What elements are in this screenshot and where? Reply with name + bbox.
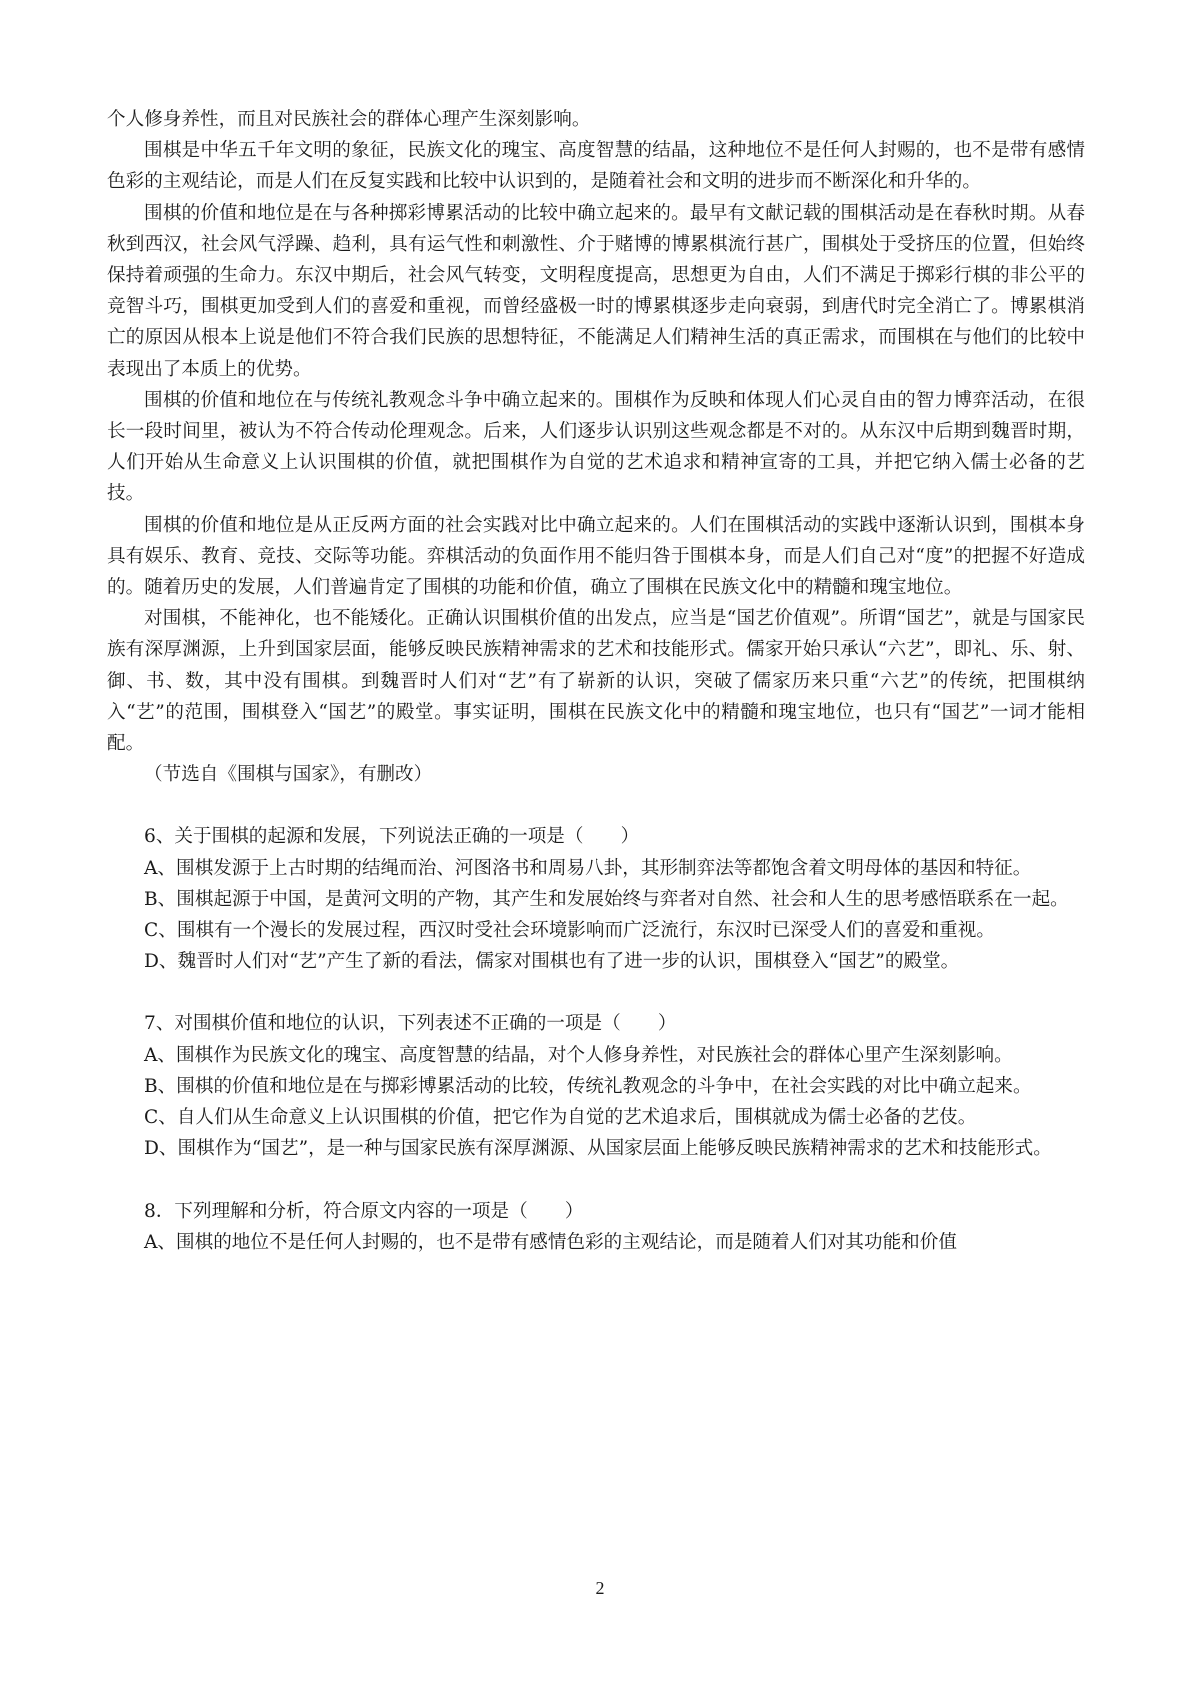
passage-source: （节选自《围棋与国家》，有删改） <box>144 764 433 786</box>
passage-paragraph: 对围棋，不能神化，也不能矮化。正确认识围棋价值的出发点，应当是“国艺价值观”。所谓“国艺”，就是与国家民族有深厚渊源，上升到国家层面，能够反映民族精神需求的艺术和技能形式。儒家开始只承认“六艺”，即礼、乐、射、御、书、数，其中没有围棋。到魏晋时人们对“艺”有了崭新的认识，突破了儒家历来只重“六艺”的传统，把围棋纳入“艺”的范围，围棋登入“国艺”的殿堂。事实证明，围棋在民族文化中的精髓和瑰宝地位，也只有“国艺”一词才能相配。 <box>107 608 1085 755</box>
passage-paragraph: 围棋是中华五千年文明的象征，民族文化的瑰宝、高度智慧的结晶，这种地位不是任何人封赐的，也不是带有感情色彩的主观结论，而是人们在反复实践和比较中认识到的，是随着社会和文明的进步而不断深化和升华的。 <box>107 140 1085 193</box>
option-b: B、围棋的价值和地位是在与掷彩博累活动的比较，传统礼教观念的斗争中，在社会实践的对比中确立起来。 <box>144 1075 1032 1097</box>
option-b: B、围棋起源于中国，是黄河文明的产物，其产生和发展始终与弈者对自然、社会和人生的思考感悟联系在一起。 <box>144 888 1069 910</box>
question-6 <box>107 821 1085 977</box>
passage-paragraph: 围棋的价值和地位在与传统礼教观念斗争中确立起来的。围棋作为反映和体现人们心灵自由的智力博弈活动，在很长一段时间里，被认为不符合传动伦理观念。后来，人们逐步认识别这些观念都是不对的。从东汉中后期到魏晋时期，人们开始从生命意义上认识围棋的价值，就把围棋作为自觉的艺术追求和精神宣寄的工具，并把它纳入儒士必备的艺技。 <box>107 389 1085 505</box>
spacer <box>107 977 1085 1008</box>
passage-paragraph: 围棋的价值和地位是在与各种掷彩博累活动的比较中确立起来的。最早有文献记载的围棋活动是在春秋时期。从春秋到西汉，社会风气浮躁、趋利，具有运气性和刺激性、介于赌博的博累棋流行甚广，围棋处于受挤压的位置，但始终保持着顽强的生命力。东汉中期后，社会风气转变，文明程度提高，思想更为自由，人们不满足于掷彩行棋的非公平的竞智斗巧，围棋更加受到人们的喜爱和重视，而曾经盛极一时的博累棋逐步走向衰弱，到唐代时完全消亡了。博累棋消亡的原因从根本上说是他们不符合我们民族的思想特征，不能满足人们精神生活的真正需求，而围棋在与他们的比较中表现出了本质上的优势。 <box>107 202 1085 380</box>
passage-paragraph: 个人修身养性，而且对民族社会的群体心理产生深刻影响。 <box>107 109 591 130</box>
question-stem: 6、关于围棋的起源和发展，下列说法正确的一项是（ ） <box>144 826 640 848</box>
spacer <box>107 790 1085 821</box>
document-page <box>107 104 1085 1258</box>
passage-paragraph: 围棋的价值和地位是从正反两方面的社会实践对比中确立起来的。人们在围棋活动的实践中逐渐认识到，围棋本身具有娱乐、教育、竞技、交际等功能。弈棋活动的负面作用不能归咎于围棋本身，而是人们自己对“度”的把握不好造成的。随着历史的发展，人们普遍肯定了围棋的功能和价值，确立了围棋在民族文化中的精髓和瑰宝地位。 <box>107 514 1085 599</box>
question-8 <box>107 1196 1085 1258</box>
option-a: A、围棋作为民族文化的瑰宝、高度智慧的结晶，对个人修身养性，对民族社会的群体心里产生深刻影响。 <box>144 1044 1013 1066</box>
option-c: C、围棋有一个漫长的发展过程，西汉时受社会环境影响而广泛流行，东汉时已深受人们的喜爱和重视。 <box>144 920 995 942</box>
question-7 <box>107 1008 1085 1164</box>
option-d: D、围棋作为“国艺”，是一种与国家民族有深厚渊源、从国家层面上能够反映民族精神需求的艺术和技能形式。 <box>144 1138 1052 1160</box>
passage <box>107 104 1085 790</box>
question-stem: 8．下列理解和分析，符合原文内容的一项是（ ） <box>144 1200 584 1222</box>
question-stem: 7、对围棋价值和地位的认识，下列表述不正确的一项是（ ） <box>144 1013 677 1035</box>
option-a: A、围棋的地位不是任何人封赐的，也不是带有感情色彩的主观结论，而是随着人们对其功能和价值 <box>144 1231 957 1253</box>
option-d: D、魏晋时人们对“艺”产生了新的看法，儒家对围棋也有了进一步的认识，围棋登入“国艺”的殿堂。 <box>144 951 960 973</box>
option-a: A、围棋发源于上古时期的结绳而治、河图洛书和周易八卦，其形制弈法等都饱含着文明母体的基因和特征。 <box>144 857 1032 879</box>
page-number: 2 <box>595 1578 605 1598</box>
spacer <box>107 1165 1085 1196</box>
option-c: C、自人们从生命意义上认识围棋的价值，把它作为自觉的艺术追求后，围棋就成为儒士必备的艺伎。 <box>144 1107 977 1129</box>
